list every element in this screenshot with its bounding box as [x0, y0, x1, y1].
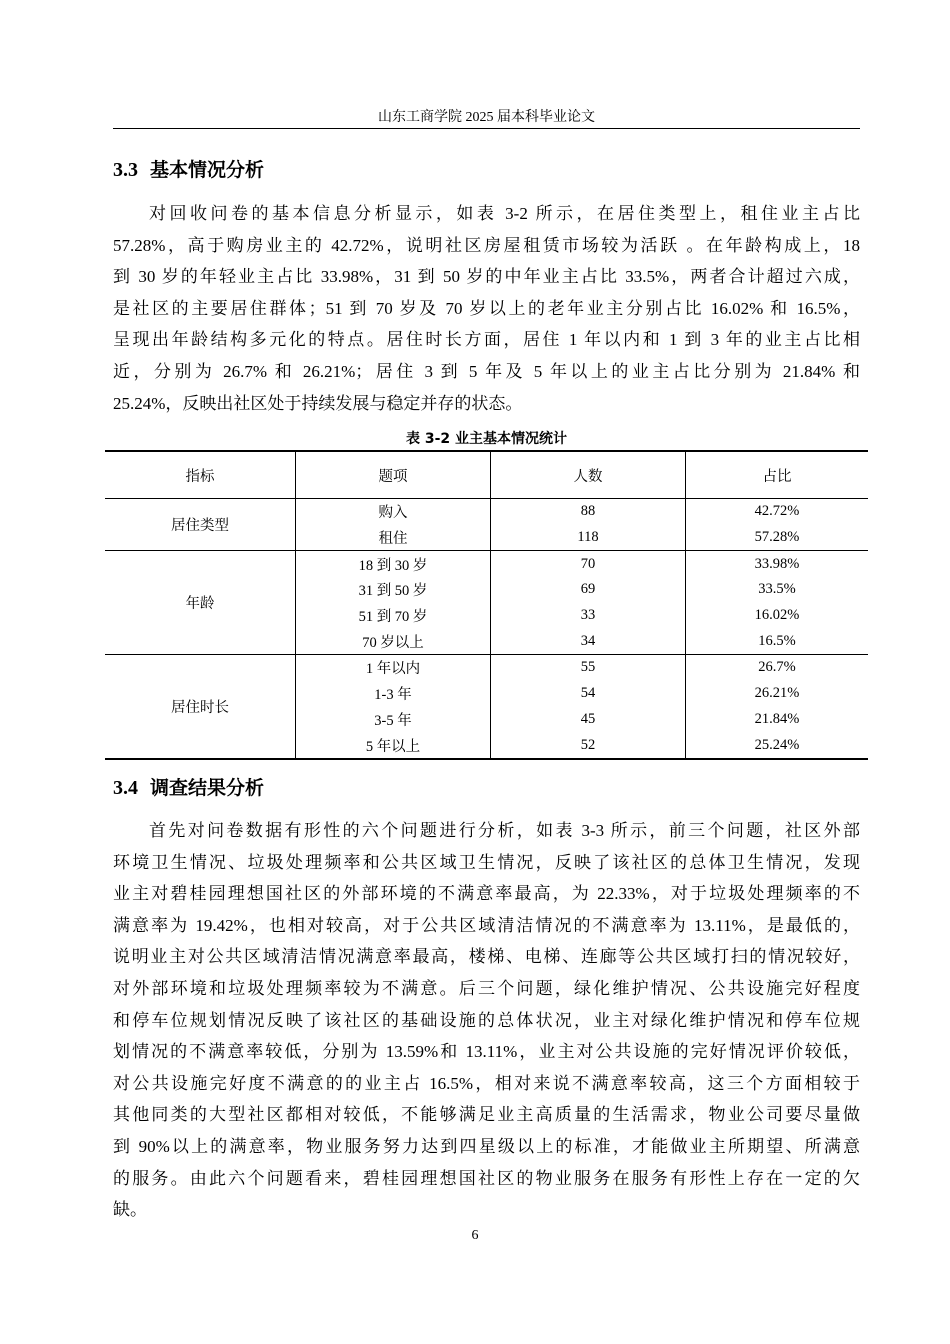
column-header: 题项: [296, 451, 491, 499]
count-cell: 54: [491, 681, 686, 707]
text-line: 业主对碧桂园理想国社区的外部环境的不满意率最高，为 22.33%，对于垃圾处理频率的不: [113, 884, 860, 904]
text-line: 近，分别为 26.7% 和 26.21%；居住 3 到 5 年及 5 年以上的业主占比分别为 21.84% 和: [113, 361, 860, 381]
count-cell: 33: [491, 603, 686, 629]
text-line: 对公共设施完好度不满意的的业主占 16.5%，相对来说不满意率较高，这三个方面相较于: [113, 1073, 860, 1093]
section-heading-3-3: [113, 155, 264, 182]
item-cell: 1-3 年: [296, 681, 491, 707]
text-line: 缺。: [113, 1200, 147, 1220]
count-cell: 34: [491, 628, 686, 654]
item-cell: 购入: [296, 499, 491, 525]
text-line: 说明业主对公共区域清洁情况满意率最高，楼梯、电梯、连廊等公共区域打扫的情况较好，: [113, 947, 860, 967]
percent-cell: 33.5%: [686, 577, 869, 603]
column-header: 占比: [686, 451, 869, 499]
text-line: 划情况的不满意率较低，分别为 13.59%和 13.11%，业主对公共设施的完好情况评价较低，: [113, 1042, 860, 1062]
item-cell: 18 到 30 岁: [296, 551, 491, 577]
table-row: [105, 499, 868, 525]
column-header: 人数: [491, 451, 686, 499]
percent-cell: 16.5%: [686, 628, 869, 654]
text-line: 的服务。由此六个问题看来，碧桂园理想国社区的物业服务在服务有形性上存在一定的欠: [113, 1168, 860, 1188]
running-header: 山东工商学院 2025 届本科毕业论文: [378, 110, 595, 125]
text-line: 首先对问卷数据有形性的六个问题进行分析，如表 3-3 所示，前三个问题，社区外部: [149, 821, 860, 840]
count-cell: 88: [491, 499, 686, 525]
item-cell: 31 到 50 岁: [296, 577, 491, 603]
item-cell: 1 年以内: [296, 655, 491, 681]
percent-cell: 25.24%: [686, 732, 869, 759]
text-line: 到 30 岁的年轻业主占比 33.98%，31 到 50 岁的中年业主占比 33.5%，两者合计超过六成，: [113, 267, 860, 287]
count-cell: 52: [491, 732, 686, 759]
percent-cell: 16.02%: [686, 603, 869, 629]
text-line: 环境卫生情况、垃圾处理频率和公共区域卫生情况，反映了该社区的总体卫生情况，发现: [113, 852, 860, 872]
paragraph-basic-analysis: [113, 198, 860, 419]
item-cell: 3-5 年: [296, 707, 491, 733]
item-cell: 51 到 70 岁: [296, 603, 491, 629]
header-rule: [113, 128, 860, 129]
text-line: 对外部环境和垃圾处理频率较为不满意。后三个问题，绿化维护情况、公共设施完好程度: [113, 978, 860, 998]
percent-cell: 33.98%: [686, 551, 869, 577]
percent-cell: 26.7%: [686, 655, 869, 681]
text-line: 57.28%，高于购房业主的 42.72%，说明社区房屋租赁市场较为活跃 。在年龄构成上，18: [113, 235, 860, 255]
percent-cell: 57.28%: [686, 525, 869, 551]
percent-cell: 42.72%: [686, 499, 869, 525]
table-row: [105, 551, 868, 577]
count-cell: 45: [491, 707, 686, 733]
section-number: 3.4: [113, 777, 138, 799]
column-header: 指标: [105, 451, 296, 499]
text-line: 对回收问卷的基本信息分析显示，如表 3-2 所示，在居住类型上，租住业主占比: [149, 204, 860, 223]
section-heading-3-4: [113, 773, 264, 800]
indicator-cell: 居住类型: [171, 518, 229, 535]
owner-basic-stats-table: [105, 450, 868, 760]
section-number: 3.3: [113, 159, 138, 181]
text-line: 25.24%，反映出社区处于持续发展与稳定并存的状态。: [113, 393, 523, 413]
text-line: 到 90%以上的满意率，物业服务努力达到四星级以上的标准，才能做业主所期望、所满意: [113, 1136, 860, 1156]
table-caption: 表 3-2 业主基本情况统计: [405, 431, 568, 447]
text-line: 和停车位规划情况反映了该社区的基础设施的总体状况，业主对绿化维护情况和停车位规: [113, 1010, 860, 1030]
page-number: 6: [471, 1228, 479, 1243]
section-title: 调查结果分析: [150, 777, 265, 799]
text-line: 满意率为 19.42%，也相对较高，对于公共区域清洁情况的不满意率为 13.11%，是最低的，: [113, 915, 860, 935]
text-line: 其他同类的大型社区都相对较低，不能够满足业主高质量的生活需求，物业公司要尽量做: [113, 1105, 860, 1125]
text-line: 呈现出年龄结构多元化的特点。居住时长方面，居住 1 年以内和 1 到 3 年的业主占比相: [113, 330, 860, 350]
table-row: [105, 655, 868, 681]
item-cell: 租住: [296, 525, 491, 551]
count-cell: 70: [491, 551, 686, 577]
paragraph-survey-results: [113, 815, 860, 1226]
indicator-cell: 年龄: [105, 551, 296, 655]
count-cell: 118: [491, 525, 686, 551]
percent-cell: 21.84%: [686, 707, 869, 733]
indicator-cell: 居住时长: [105, 655, 296, 759]
count-cell: 69: [491, 577, 686, 603]
count-cell: 55: [491, 655, 686, 681]
text-line: 是社区的主要居住群体；51 到 70 岁及 70 岁以上的老年业主分别占比 16.02% 和 16.5%，: [113, 298, 860, 318]
item-cell: 70 岁以上: [296, 628, 491, 654]
percent-cell: 26.21%: [686, 681, 869, 707]
section-title: 基本情况分析: [150, 159, 265, 181]
item-cell: 5 年以上: [296, 732, 491, 759]
